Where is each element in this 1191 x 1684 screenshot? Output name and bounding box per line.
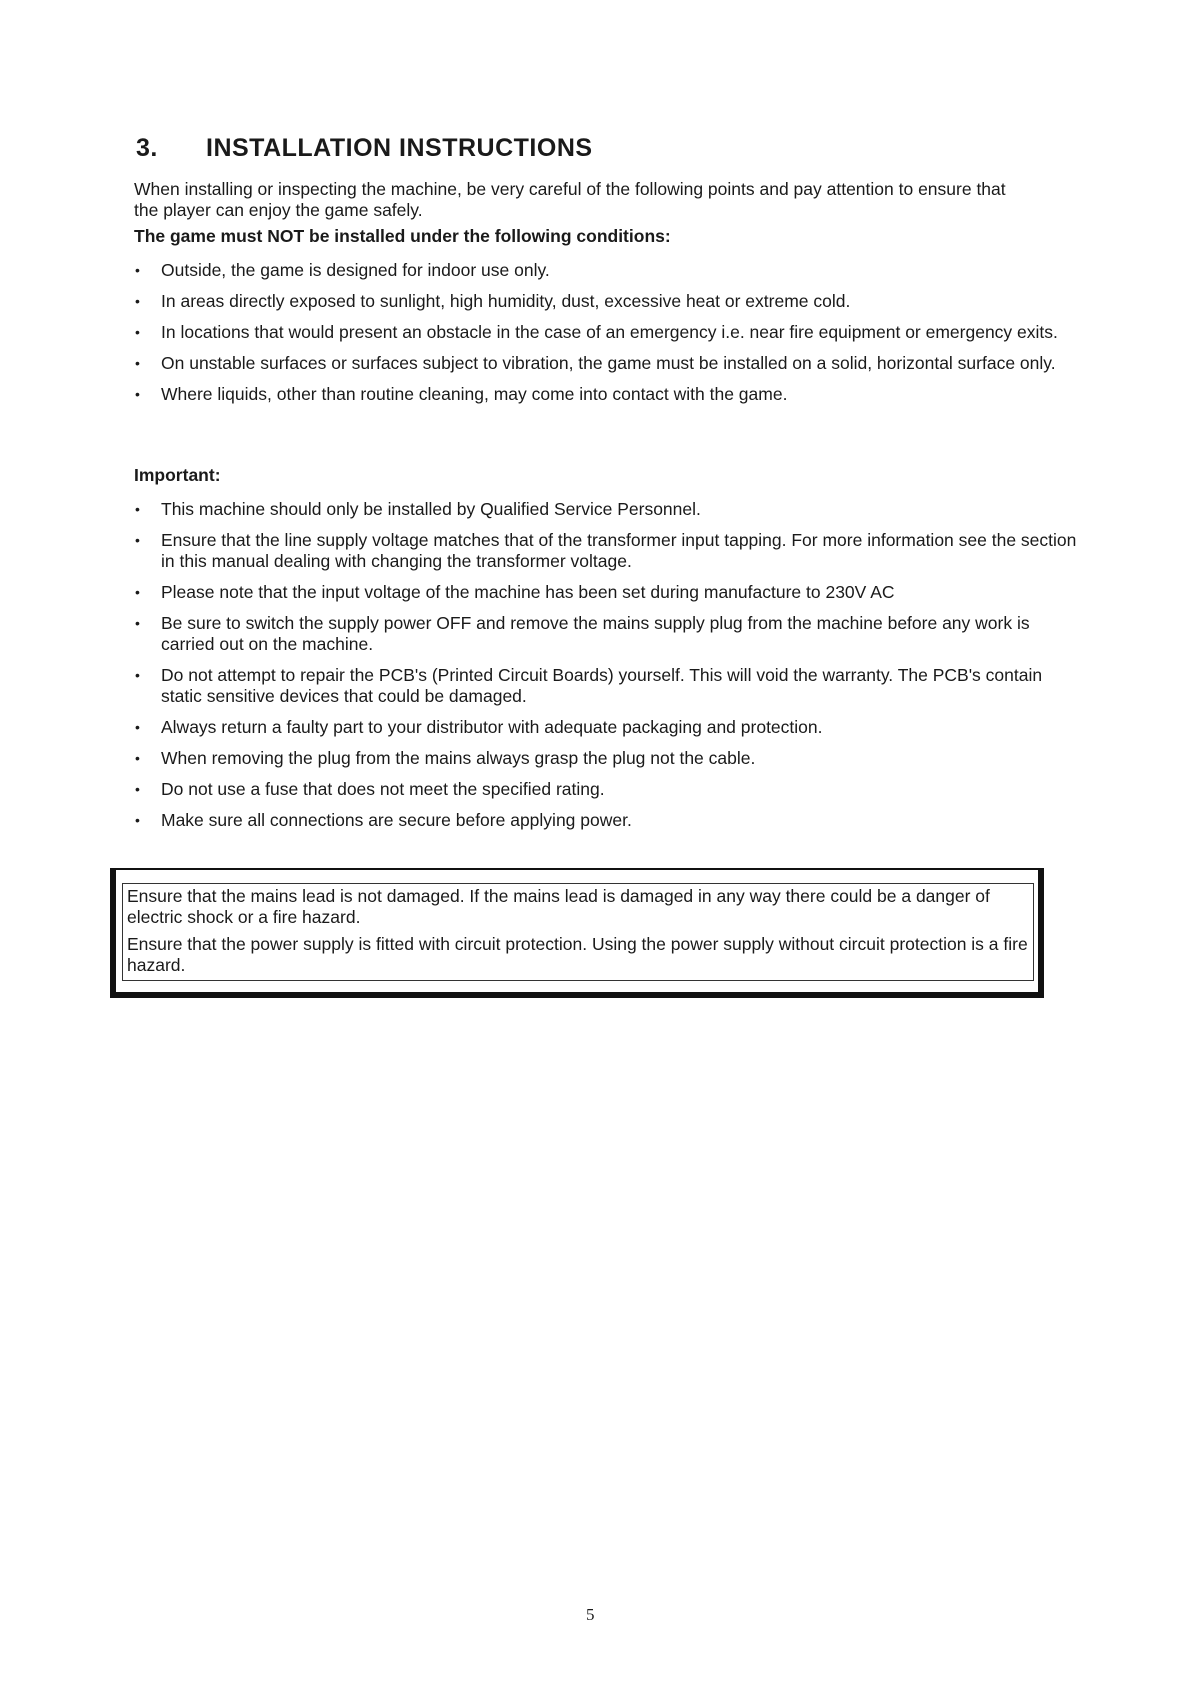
list-item: • In locations that would present an obstacle in the case of an emergency i.e. near fire equipment or emergency exits. <box>135 322 1058 342</box>
not-installed-list <box>134 260 1084 415</box>
list-item: • When removing the plug from the mains always grasp the plug not the cable. <box>135 748 756 768</box>
bullet-icon: • <box>135 615 140 631</box>
list-item: • Always return a faulty part to your distributor with adequate packaging and protection. <box>135 717 823 737</box>
bullet-icon: • <box>135 667 140 683</box>
list-item: • Where liquids, other than routine cleaning, may come into contact with the game. <box>135 384 788 404</box>
section-number: 3. <box>136 134 158 162</box>
bullet-icon: • <box>135 324 140 340</box>
list-item: • Outside, the game is designed for indoor use only. <box>135 260 550 280</box>
bullet-icon: • <box>135 501 140 517</box>
page-number: 5 <box>586 1605 595 1624</box>
warning-box <box>110 868 1044 998</box>
list-item: • Make sure all connections are secure before applying power. <box>135 810 632 830</box>
intro-paragraph: When installing or inspecting the machine, be very careful of the following points and pay attention to ensure that the player can enjoy the game safely. <box>134 179 1006 220</box>
bullet-icon: • <box>135 584 140 600</box>
list-item: • Please note that the input voltage of the machine has been set during manufacture to 230V AC <box>135 582 895 602</box>
bullet-icon: • <box>135 750 140 766</box>
list-item: • Do not use a fuse that does not meet the specified rating. <box>135 779 605 799</box>
list-item: • On unstable surfaces or surfaces subject to vibration, the game must be installed on a solid, horizontal surface only. <box>135 353 1056 373</box>
bullet-icon: • <box>135 719 140 735</box>
list-item: • Do not attempt to repair the PCB's (Printed Circuit Boards) yourself. This will void the warranty. The PCB's contain static sensitive devices that could be damaged. <box>135 665 1043 706</box>
warning-text-frame <box>122 883 1034 981</box>
bullet-icon: • <box>135 812 140 828</box>
bullet-icon: • <box>135 386 140 402</box>
list-item: • Ensure that the line supply voltage matches that of the transformer input tapping. For more information see the section in this manual dealing with changing the transformer voltage. <box>135 530 1077 571</box>
warning-paragraph-mains-lead: Ensure that the mains lead is not damaged. If the mains lead is damaged in any way there could be a danger of electric shock or a fire hazard. <box>127 886 990 927</box>
list-item: • In areas directly exposed to sunlight, high humidity, dust, excessive heat or extreme cold. <box>135 291 851 311</box>
warning-paragraph-circuit-protection: Ensure that the power supply is fitted with circuit protection. Using the power supply without circuit protection is a fire hazard. <box>127 934 1028 975</box>
list-item: • This machine should only be installed by Qualified Service Personnel. <box>135 499 701 519</box>
bullet-icon: • <box>135 293 140 309</box>
section-heading <box>136 134 593 163</box>
bullet-icon: • <box>135 262 140 278</box>
bullet-icon: • <box>135 532 140 548</box>
important-heading: Important: <box>134 465 221 485</box>
list-item: • Be sure to switch the supply power OFF and remove the mains supply plug from the machine before any work is carried out on the machine. <box>135 613 1030 654</box>
bullet-icon: • <box>135 781 140 797</box>
important-list <box>134 499 1084 841</box>
not-installed-heading: The game must NOT be installed under the following conditions: <box>134 226 671 246</box>
bullet-icon: • <box>135 355 140 371</box>
section-title: INSTALLATION INSTRUCTIONS <box>206 134 593 162</box>
